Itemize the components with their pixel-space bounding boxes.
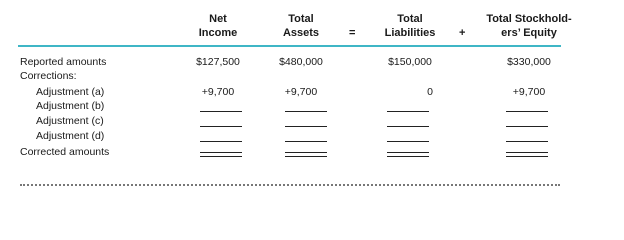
reported-stockholders-equity: $330,000 — [507, 56, 551, 68]
row-label-adjustment-c: Adjustment (c) — [36, 115, 104, 127]
corrected-net-income-blank — [200, 152, 242, 157]
reported-total-assets: $480,000 — [279, 56, 323, 68]
adj-d-total-assets-blank — [285, 141, 327, 142]
header-total-liabilities-line2: Liabilities — [384, 27, 436, 39]
header-divider — [18, 45, 561, 47]
corrected-stockholders-equity-blank — [506, 152, 548, 157]
dotted-separator — [20, 184, 560, 186]
header-stockholders-equity-line2: ers’ Equity — [501, 27, 557, 39]
adj-b-stockholders-equity-blank — [506, 111, 548, 112]
adj-c-total-liabilities-blank — [387, 126, 429, 127]
header-net-income-line2: Income — [198, 27, 238, 39]
header-total-liabilities-line1: Total — [397, 13, 423, 25]
corrections-label: Corrections: — [20, 70, 77, 82]
adj-a-stockholders-equity: +9,700 — [512, 86, 546, 98]
adj-c-total-assets-blank — [285, 126, 327, 127]
row-label-reported: Reported amounts — [20, 56, 107, 68]
adj-d-stockholders-equity-blank — [506, 141, 548, 142]
corrected-total-assets-blank — [285, 152, 327, 157]
adj-a-net-income: +9,700 — [201, 86, 235, 98]
header-total-liabilities — [376, 12, 444, 40]
corrected-total-liabilities-blank — [387, 152, 429, 157]
adj-d-total-liabilities-blank — [387, 141, 429, 142]
adj-c-net-income-blank — [200, 126, 242, 127]
reported-net-income: $127,500 — [196, 56, 240, 68]
adj-b-total-liabilities-blank — [387, 111, 429, 112]
equals-sign: = — [349, 27, 356, 39]
adj-b-net-income-blank — [200, 111, 242, 112]
plus-sign: + — [459, 27, 466, 39]
adj-a-total-assets: +9,700 — [284, 86, 318, 98]
row-label-adjustment-b: Adjustment (b) — [36, 100, 105, 112]
adj-c-stockholders-equity-blank — [506, 126, 548, 127]
header-total-assets — [273, 12, 329, 40]
header-net-income — [190, 12, 246, 40]
adj-a-total-liabilities: 0 — [427, 86, 433, 98]
row-label-corrected: Corrected amounts — [20, 146, 110, 158]
header-stockholders-equity — [478, 12, 580, 40]
header-total-assets-line1: Total — [288, 13, 314, 25]
header-stockholders-equity-line1: Total Stockhold- — [486, 13, 572, 25]
header-total-assets-line2: Assets — [282, 27, 320, 39]
row-label-adjustment-d: Adjustment (d) — [36, 130, 105, 142]
row-label-adjustment-a: Adjustment (a) — [36, 86, 105, 98]
reported-total-liabilities: $150,000 — [388, 56, 432, 68]
adj-b-total-assets-blank — [285, 111, 327, 112]
adj-d-net-income-blank — [200, 141, 242, 142]
header-net-income-line1: Net — [209, 13, 227, 25]
